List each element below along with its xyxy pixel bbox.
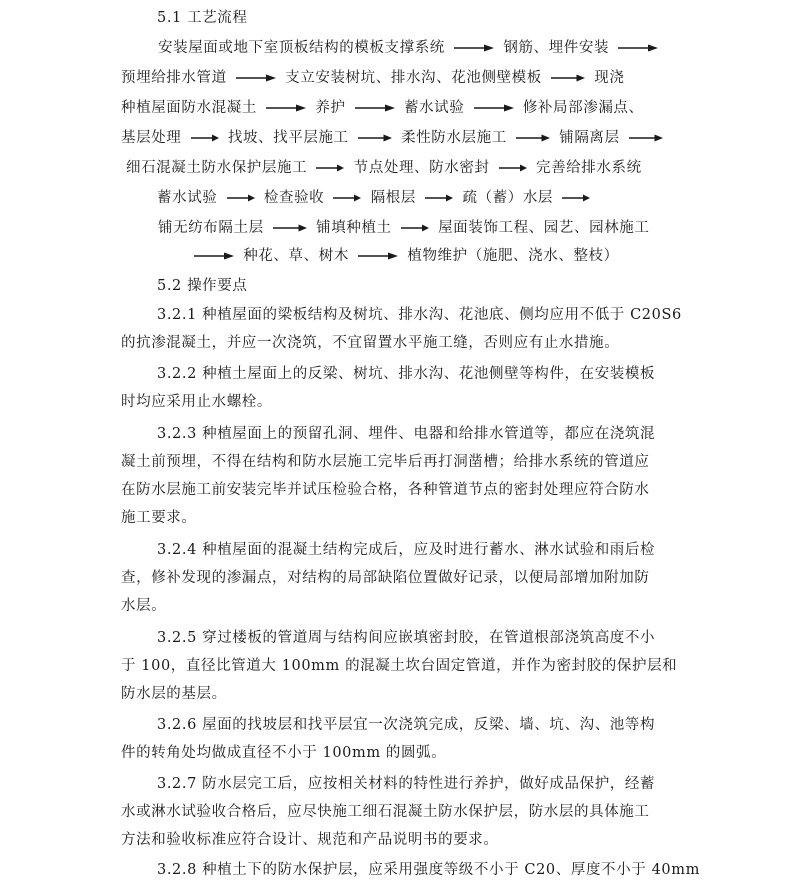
flow-step: 蓄水试验 bbox=[157, 190, 218, 206]
flow-step: 疏（蓄）水层 bbox=[462, 190, 554, 206]
flow-arrow-icon bbox=[236, 73, 276, 83]
paragraph-line: 3.2.6 屋面的找坡层和找平层宜一次浇筑完成，反梁、墙、坑、沟、池等构 bbox=[157, 717, 656, 733]
section-heading-5-1: 5.1 工艺流程 bbox=[157, 10, 248, 26]
flow-step: 蓄水试验 bbox=[403, 100, 465, 116]
paragraph-line: 3.2.4 种植屋面的混凝土结构完成后，应及时进行蓄水、淋水试验和雨后检 bbox=[157, 542, 656, 558]
flow-line-8 bbox=[190, 246, 619, 266]
flow-arrow-icon bbox=[401, 223, 429, 233]
flow-step: 铺无纺布隔土层 bbox=[158, 220, 264, 236]
flow-arrow-icon bbox=[358, 251, 398, 261]
flow-step: 预埋给排水管道 bbox=[121, 70, 227, 86]
flow-step: 隔根层 bbox=[370, 190, 416, 206]
paragraph-line: 方法和验收标准应符合设计、规范和产品说明书的要求。 bbox=[121, 832, 499, 848]
flow-step: 植物维护（施肥、浇水、整枝） bbox=[407, 248, 619, 264]
paragraph-line: 3.2.7 防水层完工后，应按相关材料的特性进行养护，做好成品保护，经蓄 bbox=[157, 776, 656, 792]
flow-arrow-icon bbox=[194, 251, 234, 261]
flow-arrow-icon bbox=[266, 103, 306, 113]
flow-arrow-icon bbox=[499, 163, 527, 173]
flow-step: 种植屋面防水混凝土 bbox=[121, 100, 257, 116]
flow-step: 养护 bbox=[315, 100, 346, 116]
flow-step: 修补局部渗漏点、 bbox=[522, 100, 644, 116]
paragraph-line: 3.2.1 种植屋面的梁板结构及树坑、排水沟、花池底、侧均应用不低于 C20S6 bbox=[157, 307, 682, 323]
flow-arrow-icon bbox=[516, 133, 550, 143]
flow-arrow-icon bbox=[551, 73, 585, 83]
paragraph-line: 3.2.5 穿过楼板的管道周与结构间应嵌填密封胶，在管道根部浇筑高度不小 bbox=[157, 630, 656, 646]
paragraph-line: 时均应采用止水螺栓。 bbox=[121, 394, 272, 410]
paragraph-line: 水层。 bbox=[121, 598, 167, 614]
paragraph-line: 水或淋水试验收合格后，应尽快施工细石混凝土防水保护层，防水层的具体施工 bbox=[121, 804, 650, 820]
flow-arrow-icon bbox=[454, 43, 494, 53]
paragraph-line: 3.2.3 种植屋面上的预留孔洞、埋件、电器和给排水管道等，都应在浇筑混 bbox=[157, 426, 656, 442]
flow-step: 柔性防水层施工 bbox=[401, 130, 507, 146]
flow-step: 铺填种植土 bbox=[316, 220, 392, 236]
flow-arrow-icon bbox=[562, 193, 590, 203]
flow-arrow-icon bbox=[316, 163, 344, 173]
flow-step: 安装屋面或地下室顶板结构的模板支撑系统 bbox=[158, 40, 445, 56]
flow-step: 找坡、找平层施工 bbox=[227, 130, 349, 146]
paragraph-line: 查，修补发现的渗漏点，对结构的局部缺陷位置做好记录，以便局部增加附加防 bbox=[121, 570, 650, 586]
flow-line-7 bbox=[158, 218, 649, 238]
flow-step: 细石混凝土防水保护层施工 bbox=[126, 160, 308, 176]
paragraph-line: 3.2.2 种植土屋面上的反梁、树坑、排水沟、花池侧壁等构件，在安装模板 bbox=[157, 366, 656, 382]
flow-step: 屋面装饰工程、园艺、园林施工 bbox=[438, 220, 650, 236]
flow-arrow-icon bbox=[618, 43, 658, 53]
flow-arrow-icon bbox=[425, 193, 453, 203]
flow-line-1 bbox=[158, 38, 662, 58]
flow-step: 铺隔离层 bbox=[559, 130, 620, 146]
flow-step: 种花、草、树木 bbox=[243, 248, 349, 264]
flow-line-2 bbox=[121, 68, 624, 88]
paragraph-line: 在防水层施工前安装完毕并试压检验合格，各种管道节点的密封处理应符合防水 bbox=[121, 482, 650, 498]
section-heading-5-2: 5.2 操作要点 bbox=[157, 278, 248, 294]
paragraph-line: 施工要求。 bbox=[121, 510, 197, 526]
paragraph-line: 3.2.8 种植土下的防水保护层，应采用强度等级不小于 C20、厚度不小于 40mm bbox=[157, 862, 700, 878]
flow-arrow-icon bbox=[358, 133, 392, 143]
flow-line-3 bbox=[121, 98, 644, 118]
flow-arrow-icon bbox=[191, 133, 219, 143]
flow-arrow-icon bbox=[474, 103, 514, 113]
flow-step: 钢筋、埋件安装 bbox=[503, 40, 610, 56]
flow-line-4 bbox=[121, 128, 667, 148]
flow-step: 完善给排水系统 bbox=[535, 160, 642, 176]
flow-step: 基层处理 bbox=[121, 130, 182, 146]
flow-arrow-icon bbox=[333, 193, 361, 203]
flow-step: 检查验收 bbox=[263, 190, 325, 206]
paragraph-line: 的抗渗混凝土，并应一次浇筑，不宜留置水平施工缝，否则应有止水措施。 bbox=[121, 335, 620, 351]
flow-line-5 bbox=[126, 158, 642, 178]
flow-step: 支立安装树坑、排水沟、花池侧壁模板 bbox=[285, 70, 542, 86]
flow-arrow-icon bbox=[629, 133, 663, 143]
flow-arrow-icon bbox=[355, 103, 395, 113]
flow-step: 现浇 bbox=[594, 70, 625, 86]
paragraph-line: 防水层的基层。 bbox=[121, 686, 227, 702]
paragraph-line: 件的转角处均做成直径不小于 100mm 的圆弧。 bbox=[121, 745, 447, 761]
flow-line-6 bbox=[157, 188, 594, 208]
flow-arrow-icon bbox=[227, 193, 255, 203]
paragraph-line: 于 100，直径比管道大 100mm 的混凝土坎台固定管道，并作为密封胶的保护层和 bbox=[121, 658, 678, 674]
flow-step: 节点处理、防水密封 bbox=[353, 160, 490, 176]
flow-arrow-icon bbox=[273, 223, 307, 233]
paragraph-line: 凝土前预埋，不得在结构和防水层施工完毕后再打洞凿槽；给排水系统的管道应 bbox=[121, 454, 650, 470]
